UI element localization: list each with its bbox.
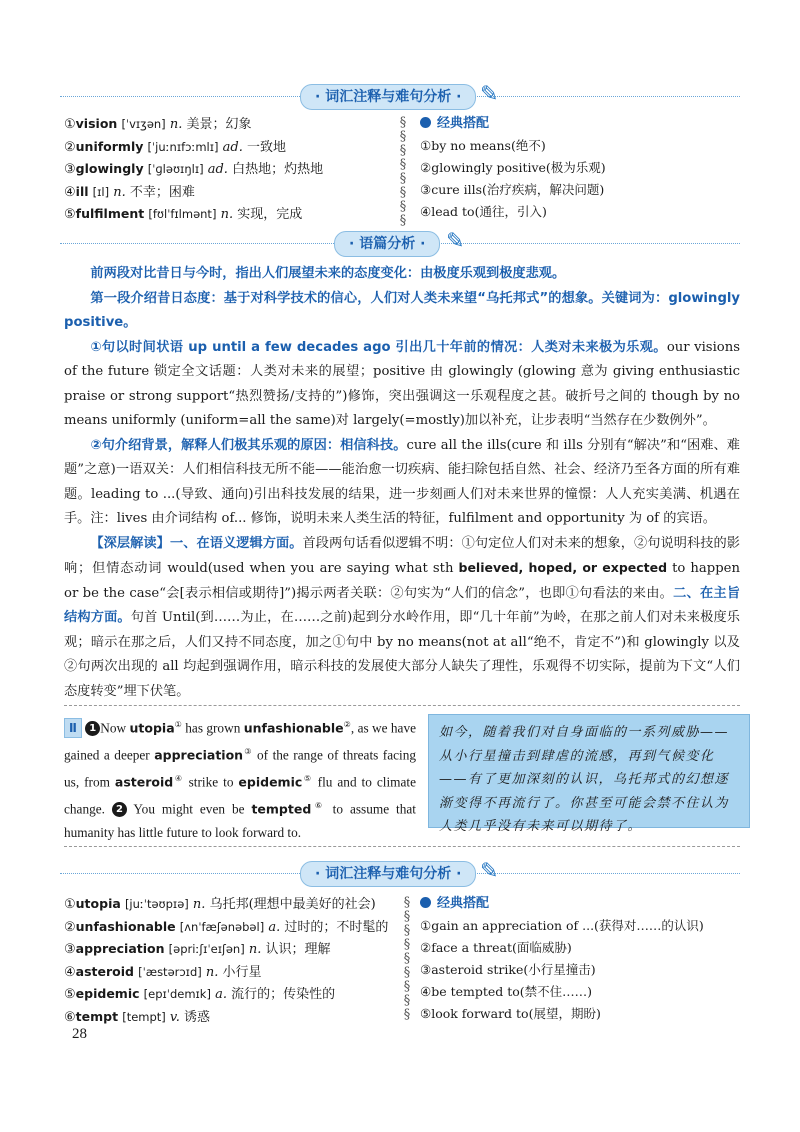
wavy-divider: § § § § § § § § § [403,896,411,1022]
collocations-2 [420,893,750,1025]
vocab-item: ④ill [ɪl] n. 不幸；困难 [64,183,195,200]
analysis-p2: ②句介绍背景，解释人们极其乐观的原因：相信科技。cure all the ills(cure 和 ills 分别有“解决”和“困难、难题”之意)一语双关：人们相信科技无所不能——能治愈一切疾病、能扫除包括自然、社会、经济乃至各方面的所有难题。leading to ...(导致、通向)引出科技发展的结果，进一步刻画人们对未来世界的憧憬：人人充实美满、机遇在手。注：lives 由介词结构 of... 修饰，说明未来人类生活的特征，fulfilment and opportunity 为 of 的宾语。 [64,437,740,526]
vocab-item: ②unfashionable [ʌnˈfæʃənəbəl] a. 过时的；不时髦的 [64,918,389,935]
vocab-item: ③appreciation [əpriːʃɪˈeɪʃən] n. 认识；理解 [64,941,331,957]
bullet-icon [420,897,431,908]
collocations-1 [420,113,740,223]
page-number: 28 [72,1026,87,1042]
vocab-item: ④asteroid [ˈæstərɔɪd] n. 小行星 [64,963,262,980]
sentence-number: 1 [85,721,100,736]
collocation-item: ①gain an appreciation of ...(获得对……的认识) [420,918,704,933]
pen-icon: ✎ [480,859,499,884]
pen-icon: ✎ [446,229,465,254]
vocab-list-2 [64,893,394,1028]
analysis-p1: ①句以时间状语 up until a few decades ago 引出几十年前的情况：人类对未来极为乐观。our visions of the future 锁定全文话题：人类对未来的展望；positive 由 glowingly (glowing 意为 giving enthusiastic praise or strong support“热烈赞扬/支持的”)修饰，突出强调这一乐观程度之甚。破折号之间的 though by no means uniformly (uniform=all the same)对 largely(=mostly)加以补充，让步表明“当然存在少数例外”。 [64,339,740,428]
passage-paragraph: Ⅱ 1 Now utopia① has grown unfashionable②, as we have gained a deeper appreciation③ of the range of threats facing us, from asteroid④ strike to epidemic⑤ flu and to climate change. 2 You might even be tempted⑥ to assume that humanity has little future to look forward to. [64,720,417,840]
paragraph-marker: Ⅱ [64,718,82,738]
vocab-item: ⑤epidemic [epɪˈdemɪk] a. 流行的；传染性的 [64,986,336,1002]
vocab-item: ①utopia [juːˈtəʊpɪə] n. 乌托邦(理想中最美好的社会) [64,896,376,912]
vocab-item: ⑤fulfilment [fʊlˈfɪlmənt] n. 实现，完成 [64,206,303,222]
collocation-item: ⑤look forward to(展望，期盼) [420,1006,601,1021]
banner-title: · 词汇注释与难句分析 · [300,84,476,110]
translation-box: 如今，随着我们对自身面临的一系列威胁——从小行星撞击到肆虐的流感，再到气候变化——有了更加深刻的认识，乌托邦式的幻想逐渐变得不再流行了。你甚至可能会禁不住认为人类几乎没有未来可以期待了。 [428,714,750,828]
collocation-item: ④lead to(通往，引入) [420,204,547,219]
collocations-title: 经典搭配 [420,893,750,915]
discourse-banner [0,229,800,259]
sentence-number: 2 [112,802,127,817]
collocation-item: ②face a threat(面临威胁) [420,940,572,955]
pen-icon: ✎ [480,82,499,107]
vocab-banner-1 [0,82,800,112]
collocation-item: ④be tempted to(禁不住……) [420,984,593,999]
collocation-item: ③asteroid strike(小行星撞击) [420,962,596,977]
collocations-title: 经典搭配 [420,113,740,135]
vocab-list-1 [64,113,384,226]
lead-2: 第一段介绍昔日态度：基于对科学技术的信心，人们对人类未来望“乌托邦式”的想象。关键词为：glowingly positive。 [64,290,740,330]
bullet-icon [420,117,431,128]
lead-1: 前两段对比昔日与今时，指出人们展望未来的态度变化：由极度乐观到极度悲观。 [90,266,566,281]
analysis-p3: 【深层解读】一、在语义逻辑方面。首段两句话看似逻辑不明：①句定位人们对未来的想象，②句说明科技的影响；但情态动词 would(used when you are saying what sth believed, hoped, or expected to happen or be the case“会[表示相信或期待]”)揭示两者关联：②句实为“人们的信念”，也即①句看法的来由。二、在主旨结构方面。句首 Until(到……为止，在……之前)起到分水岭作用，即“几十年前”为岭，在那之前人们对未来极度乐观；暗示在那之后，人们又持不同态度，加之①句中 by no means(not at all“绝不，肯定不”)和 glowingly 以及②句两次出现的 all 均起到强调作用，暗示科技的发展使大部分人缺失了理性，乐观得不切实际，提前为下文“人们态度转变”埋下伏笔。 [64,535,741,699]
banner-title: · 语篇分析 · [334,231,440,257]
banner-title: · 词汇注释与难句分析 · [300,861,476,887]
collocation-item: ③cure ills(治疗疾病，解决问题) [420,182,605,197]
collocation-item: ②glowingly positive(极为乐观) [420,160,606,175]
collocation-item: ①by no means(绝不) [420,138,546,153]
wavy-divider: § § § § § § § § [399,116,407,228]
discourse-analysis [64,262,740,704]
divider [64,705,740,706]
vocab-banner-2 [0,859,800,889]
vocab-item: ⑥tempt [tempt] v. 诱惑 [64,1008,211,1025]
divider [64,846,740,847]
vocab-item: ③glowingly [ˈɡləʊɪŋlɪ] ad. 白热地；灼热地 [64,161,324,177]
vocab-item: ②uniformly [ˈjuːnɪfɔːmlɪ] ad. 一致地 [64,138,287,155]
vocab-item: ①vision [ˈvɪʒən] n. 美景；幻象 [64,116,252,132]
